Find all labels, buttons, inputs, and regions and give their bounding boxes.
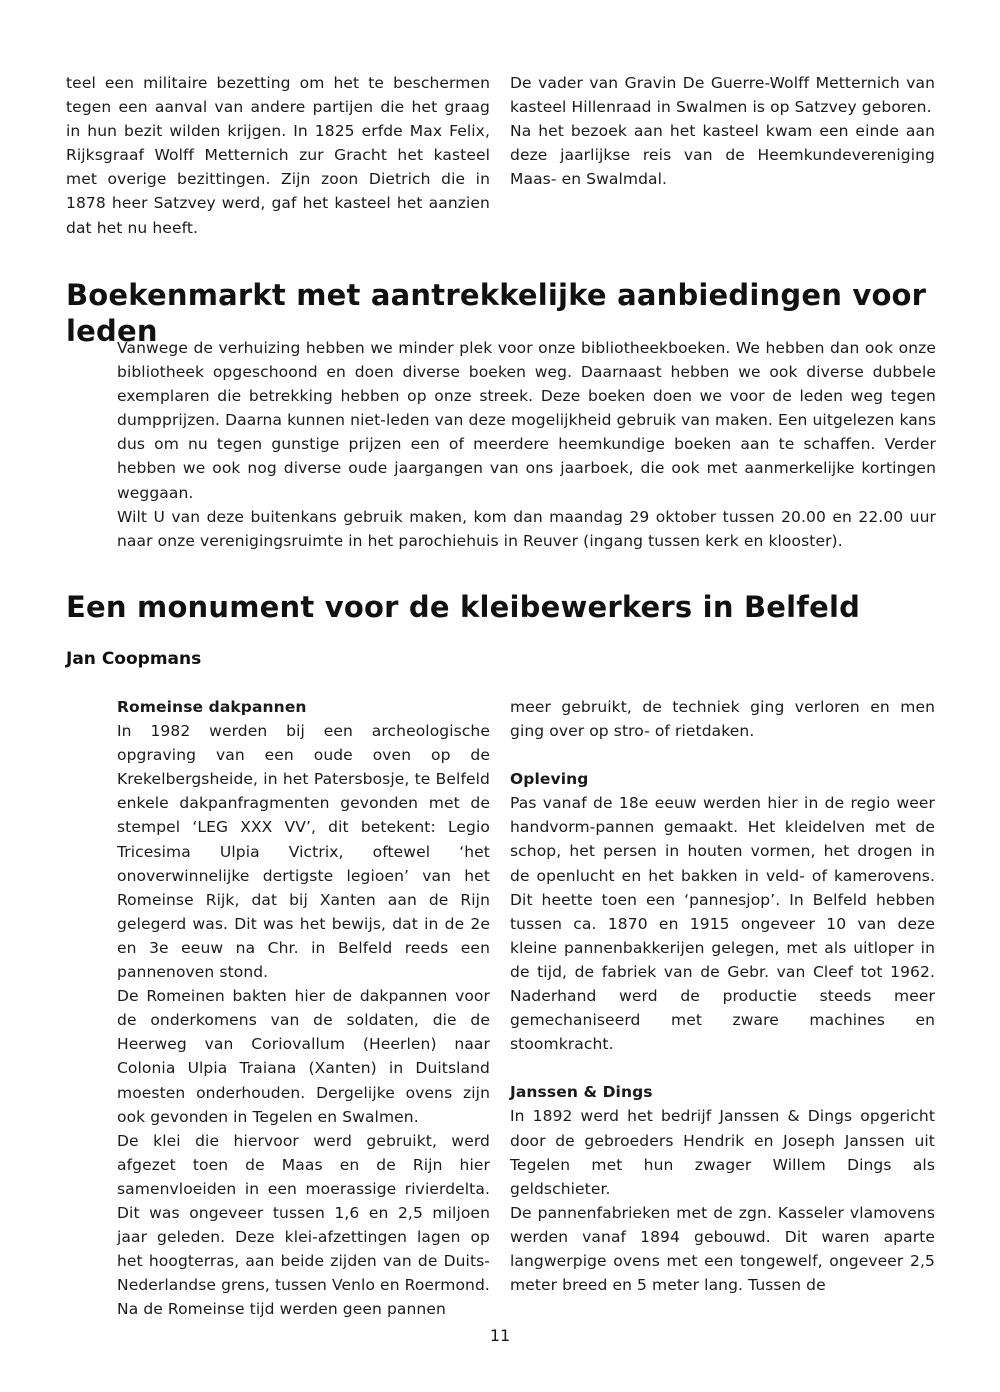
- paragraph: De Romeinen bakten hier de dakpannen voor de onderkomens van de soldaten, die de Heerweg van Coriovallum (Heerlen) naar Colonia Ulpia Traiana (Xanten) in Duitsland moesten onderhouden. Dergelijke ovens zijn ook gevonden in Tegelen en Swalmen.: [117, 987, 490, 1126]
- monument-heading: Een monument voor de kleibewerkers in Belfeld: [66, 590, 861, 624]
- page-number: 11: [489, 1326, 511, 1345]
- paragraph: De klei die hiervoor werd gebruikt, werd afgezet toen de Maas en de Rijn hier samenvloeiden in een moerassige rivierdelta. Dit was ongeveer tussen 1,6 en 2,5 miljoen jaar geleden. Deze klei-afzettingen lagen op het hoogterras, aan beide zijden van de Duits-Nederlandse grens, tussen Venlo en Roermond.: [117, 1131, 490, 1295]
- spacer: [510, 743, 935, 767]
- paragraph: Pas vanaf de 18e eeuw werden hier in de regio weer handvorm-pannen gemaakt. Het kleidelven met de schop, het persen in houten vormen, het drogen in de openlucht en het bakken in veld- of kamerovens. Dit heette toen een ‘pannesjop’. In Belfeld hebben tussen ca. 1870 en 1915 ongeveer 10 van deze kleine pannenbakkerijen gelegen, met als uitloper in de tijd, de fabriek van de Gebr. van Cleef tot 1962. Naderhand werd de productie steeds meer gemechaniseerd met zware machines en stoomkracht.: [510, 794, 935, 1054]
- paragraph: teel een militaire bezetting om het te beschermen tegen een aanval van andere partijen die het graag in hun bezit wilden krijgen. In 1825 erfde Max Felix, Rijksgraaf Wolff Metternich zur Gracht het kasteel met overige bezittingen. Zijn zoon Dietrich die in 1878 heer Satzvey werd, gaf het kasteel het aanzien dat het nu heeft.: [66, 74, 490, 237]
- boekenmarkt-heading: Boekenmarkt met aantrekkelijke aanbiedingen voor leden: [66, 278, 927, 348]
- paragraph: Na de Romeinse tijd werden geen pannen: [117, 1300, 446, 1319]
- monument-left-column: [117, 695, 490, 1321]
- boekenmarkt-body: [117, 336, 936, 553]
- subheading-janssen-dings: Janssen & Dings: [510, 1083, 653, 1102]
- monument-right-column: [510, 695, 935, 1297]
- paragraph: Na het bezoek aan het kasteel kwam een einde aan deze jaarlijkse reis van de Heemkundevereniging Maas- en Swalmdal.: [510, 122, 935, 189]
- author-name: Jan Coopmans: [66, 649, 202, 669]
- top-left-column: [66, 71, 490, 240]
- paragraph: meer gebruikt, de techniek ging verloren en men ging over op stro- of rietdaken.: [510, 698, 935, 741]
- top-right-column: [510, 71, 935, 191]
- subheading-romeinse-dakpannen: Romeinse dakpannen: [117, 698, 307, 716]
- subheading-opleving: Opleving: [510, 770, 589, 789]
- paragraph: In 1982 werden bij een archeologische opgraving van een oude oven op de Krekelbergsheide, in het Patersbosje, te Belfeld enkele dakpanfragmenten gevonden met de stempel ‘LEG XXX VV’, dit betekent: Legio Tricesima Ulpia Victrix, oftewel ‘het onoverwinnelijke dertigste legioen’ van het Romeinse Rijk, dat bij Xanten aan de Rijn gelegerd was. Dit was het bewijs, dat in de 2e en 3e eeuw na Chr. in Belfeld reeds een pannenoven stond.: [117, 722, 490, 982]
- paragraph: Vanwege de verhuizing hebben we minder plek voor onze bibliotheekboeken. We hebben dan ook onze bibliotheek opgeschoond en doen diverse boeken weg. Daarnaast hebben we ook diverse dubbele exemplaren die betrekking hebben op onze streek. Deze boeken doen we voor de leden weg tegen dumpprijzen. Daarna kunnen niet-leden van deze mogelijkheid gebruik van maken. Een uitgelezen kans dus om nu tegen gunstige prijzen een of meerdere heemkundige boeken aan te schaffen. Verder hebben we ook nog diverse oude jaargangen van ons jaarboek, die ook met aanmerkelijke kortingen weggaan.: [117, 339, 936, 502]
- spacer: [510, 1056, 935, 1080]
- paragraph: De vader van Gravin De Guerre-Wolff Metternich van kasteel Hillenraad in Swalmen is op Satzvey geboren.: [510, 74, 935, 117]
- paragraph: De pannenfabrieken met de zgn. Kasseler vlamovens werden vanaf 1894 gebouwd. Dit waren aparte langwerpige ovens met een tongewelf, ongeveer 2,5 meter breed en 5 meter lang. Tussen de: [510, 1203, 935, 1295]
- paragraph: In 1892 werd het bedrijf Janssen & Dings opgericht door de gebroeders Hendrik en Joseph Janssen uit Tegelen met hun zwager Willem Dings als geldschieter.: [510, 1107, 935, 1198]
- paragraph: Wilt U van deze buitenkans gebruik maken, kom dan maandag 29 oktober tussen 20.00 en 22.00 uur naar onze verenigingsruimte in het parochiehuis in Reuver (ingang tussen kerk en klooster).: [117, 507, 936, 550]
